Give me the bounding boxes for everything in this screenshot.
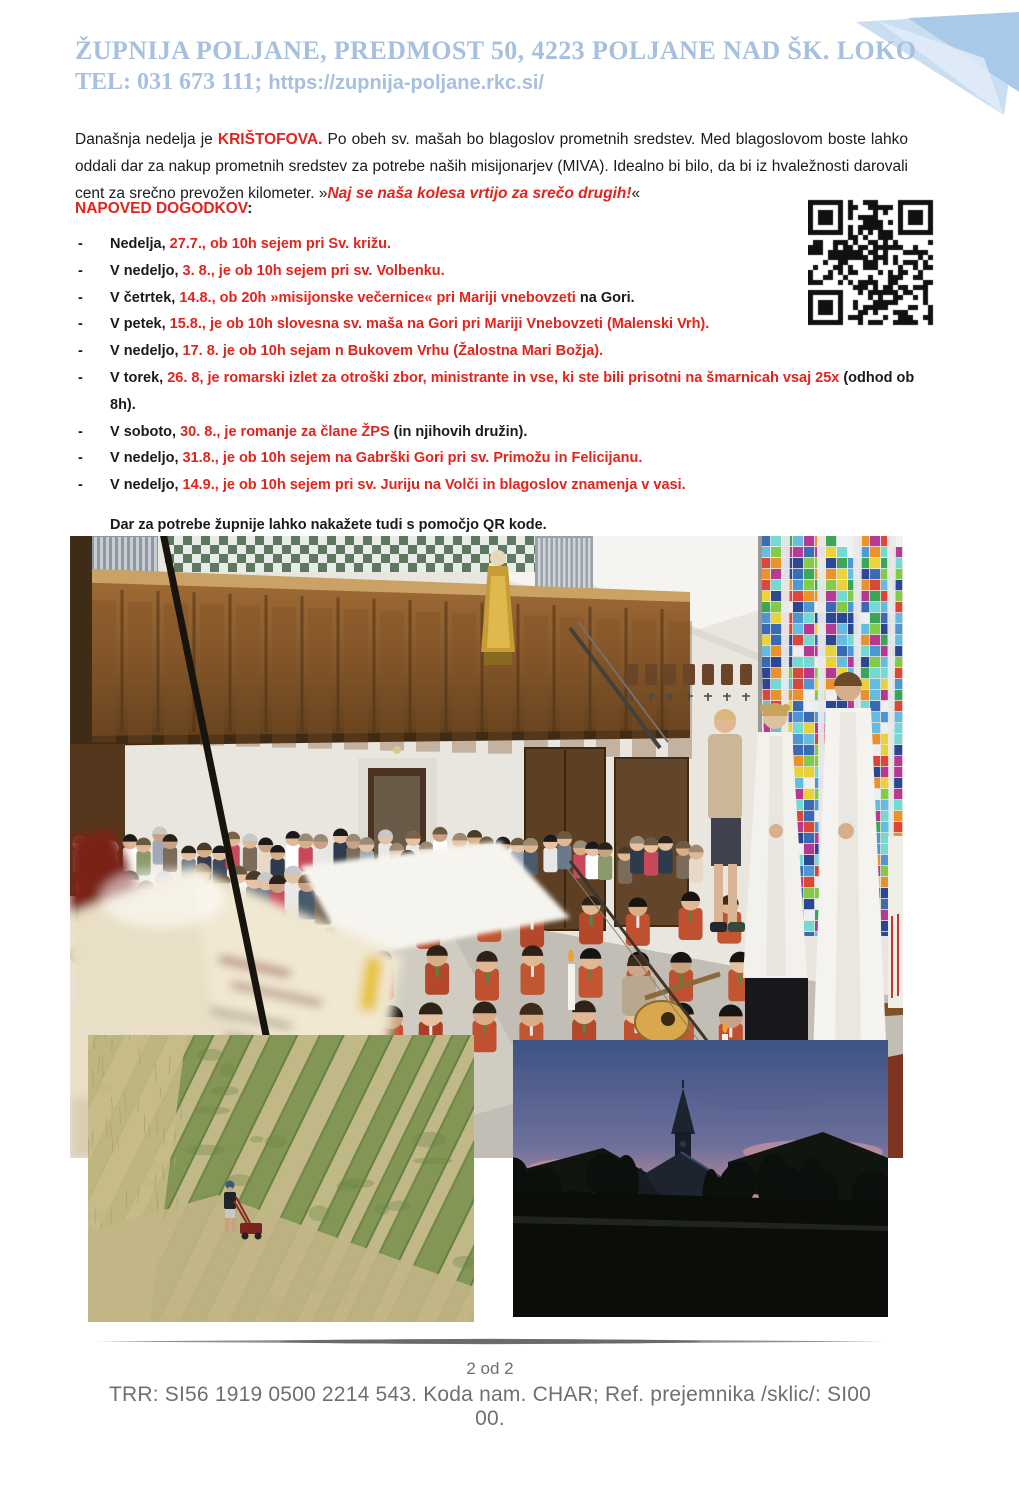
- event-text: 14.9., je ob 10h sejem pri sv. Juriju na Volči in blagoslov znamenja v vasi.: [182, 477, 686, 494]
- bullet-dash: -: [78, 343, 83, 360]
- event-text: V torek,: [110, 369, 168, 386]
- website-link[interactable]: https://zupnija-poljane.rkc.si/: [268, 72, 544, 94]
- bullet-dash: -: [78, 262, 83, 279]
- bullet-dash: -: [78, 236, 83, 252]
- bank-account-line: TRR: SI56 1919 0500 2214 543. Koda nam. CHAR; Ref. prejemnika /sklic/: SI00 00.: [108, 1383, 872, 1430]
- parish-title: ŽUPNIJA POLJANE, PREDMOST 50, 4223 POLJANE NAD ŠK. LOKO: [75, 36, 917, 65]
- intro-text: «: [631, 184, 641, 202]
- qr-code: [808, 198, 934, 328]
- footer: [95, 1332, 885, 1431]
- qr-note: Dar za potrebe župnije lahko nakažete tudi s pomočjo QR kode.: [110, 516, 547, 533]
- page-number: 2 od 2: [466, 1359, 514, 1378]
- event-item: [75, 419, 927, 446]
- event-item: [75, 285, 927, 312]
- bullet-dash: -: [78, 477, 83, 494]
- event-text: V soboto,: [110, 423, 181, 440]
- bullet-dash: -: [78, 289, 83, 306]
- dark-ground: [513, 1190, 888, 1317]
- event-text: V nedeljo,: [110, 477, 183, 494]
- event-text: V petek,: [110, 316, 170, 333]
- event-item: [75, 445, 927, 472]
- event-text: 31.8., je ob 10h sejem na Gabrški Gori pri sv. Primožu in Felicijanu.: [182, 450, 643, 467]
- event-item: [75, 365, 927, 419]
- bullet-dash: -: [78, 316, 83, 333]
- event-text: na Gori.: [575, 289, 635, 306]
- event-text: V nedeljo,: [110, 450, 183, 467]
- event-text: 26. 8, je romarski izlet za otroški zbor, ministrante in vse, ki ste bili prisotni na šmarnicah vsaj 25x: [167, 369, 840, 386]
- event-item: [75, 231, 927, 258]
- event-item: [75, 472, 927, 499]
- bullet-dash: -: [78, 450, 83, 467]
- photo-hay-field: [88, 1035, 474, 1322]
- events-heading: NAPOVED DOGODKOV:: [75, 200, 253, 217]
- bullet-dash: -: [78, 369, 83, 386]
- event-text: 3. 8., je ob 10h sejem pri sv. Volbenku.: [182, 262, 445, 279]
- event-text: 17. 8. je ob 10h sejam n Bukovem Vrhu (Žalostna Mari Božja).: [182, 343, 604, 360]
- event-text: (in njihovih družin).: [389, 423, 528, 440]
- event-item: [75, 311, 927, 338]
- motto-quote: Naj se naša kolesa vrtijo za srečo drugih!: [327, 184, 632, 202]
- event-text: 30. 8., je romanje za člane ŽPS: [180, 423, 390, 440]
- feast-name: KRIŠTOFOVA.: [217, 130, 323, 148]
- events-list: [75, 231, 927, 539]
- intro-text: Današnja nedelja je: [75, 130, 218, 148]
- event-item: [75, 258, 927, 285]
- organ-loft-lattice: [165, 536, 543, 572]
- bullet-dash: -: [78, 423, 83, 440]
- phone-number: TEL: 031 673 111;: [75, 69, 269, 95]
- event-text: (odhod ob 8h).: [110, 369, 915, 413]
- gray-cloud: [703, 1090, 823, 1110]
- event-text: V nedeljo,: [110, 343, 183, 360]
- event-text: V nedeljo,: [110, 262, 183, 279]
- footer-divider: [95, 1338, 885, 1345]
- event-text: 27.7., ob 10h sejem pri Sv. križu.: [169, 236, 391, 252]
- contact-line: [75, 67, 919, 100]
- organ-case: [70, 536, 92, 748]
- intro-paragraph: [75, 126, 908, 207]
- event-text: Nedelja,: [110, 236, 170, 252]
- event-text: 15.8., je ob 10h slovesna sv. maša na Gori pri Mariji Vnebovzeti (Malenski Vrh).: [169, 316, 710, 333]
- striped-vestment-edge: [888, 836, 903, 1008]
- header: [75, 36, 919, 100]
- event-text: 14.8., ob 20h »misijonske večernice« pri Mariji vnebovzeti: [179, 289, 576, 306]
- photo-church-dusk: [513, 1040, 888, 1317]
- intro-text: Po obeh sv. mašah bo blagoslov prometnih sredstev. Med blagoslovom boste lahko oddali dar za nakup prometnih sredstev za potrebe naših misijonarjev (MIVA). Idealno bi bilo, da bi iz hvaležnosti darovali cent za srečno prevožen kilometer. »: [75, 130, 908, 202]
- event-text: V četrtek,: [110, 289, 180, 306]
- event-item: [75, 338, 927, 365]
